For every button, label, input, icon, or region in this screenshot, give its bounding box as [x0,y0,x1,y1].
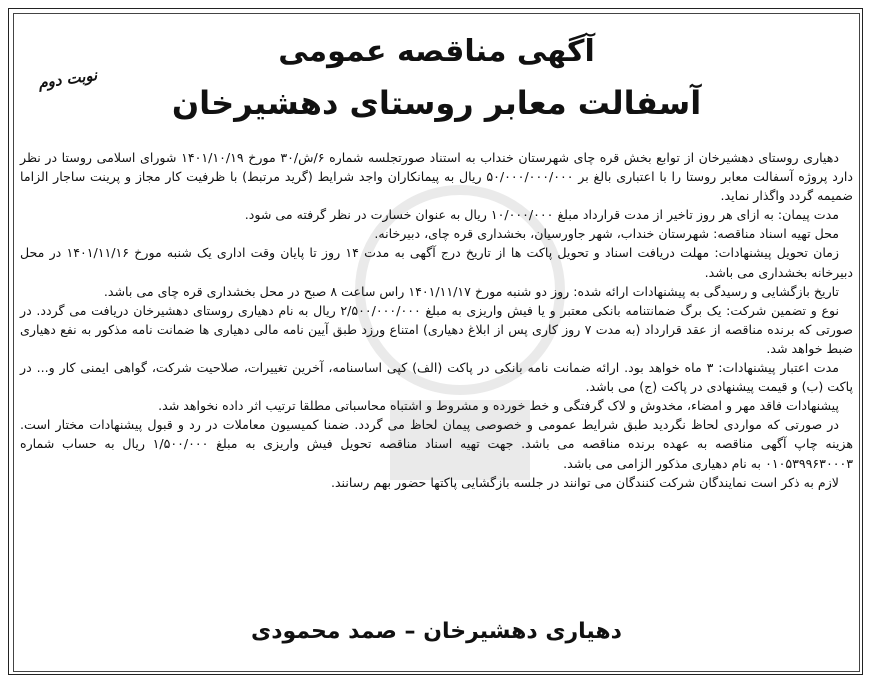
notice-title: آگهی مناقصه عمومی [278,34,595,69]
paragraph-documents-location: محل تهیه اسناد مناقصه: شهرستان خنداب، شهر جاورسیان، بخشداری قره چای، دبیرخانه. [374,226,839,242]
signature: دهیاری دهشیرخان – صمد محمودی [251,619,622,644]
paragraph-guarantee: نوع و تضمین شرکت: یک برگ ضمانتنامه بانکی معتبر و یا فیش واریزی به مبلغ ۲/۵۰۰/۰۰۰/۰۰۰ ریال به نام دهیاری روستای دهشیرخان دریافت می گردد. در صورتی که برنده مناقصه از عقد قرارداد (به مدت ۷ روز کاری پس از ابلاغ دهیاری) امتناع ورزد طبق آیین نامه مالی دهیاری ها ضمانت نامه مذکور به نفع دهیاری ضبط خواهد شد. [20,302,853,356]
notice-subtitle: آسفالت معابر روستای دهشیرخان [171,84,702,122]
paragraph-intro: دهیاری روستای دهشیرخان از توابع بخش قره چای شهرستان خنداب به استناد صورتجلسه شماره ۶/ش/۳۰ مورخ ۱۴۰۱/۱۰/۱۹ شورای اسلامی روستا در نظر دارد پروژه آسفالت معابر روستا را با اعتباری بالغ بر ۵۰/۰۰۰/۰۰۰/۰۰۰ ریال به پیمانکاران واجد شرایط (گرید مرتبط) با ظرفیت کار مجاز و پرینت ساجار الزاما ضمیمه گردد واگذار نماید. [20,150,853,204]
paragraph-contract-period: مدت پیمان: به ازای هر روز تاخیر از مدت قرارداد مبلغ ۱۰/۰۰۰/۰۰۰ ریال به عنوان خسارت در نظر گرفته می شود. [244,207,839,223]
round-label: نوبت دوم [37,65,99,93]
paragraph-submission-time: زمان تحویل پیشنهادات: مهلت دریافت اسناد و تحویل پاکت ها از تاریخ درج آگهی به مدت ۱۴ روز تا پایان وقت اداری یک شنبه مورخ ۱۴۰۱/۱۱/۱۶ در محل دبیرخانه بخشداری می باشد. [20,245,853,280]
paragraph-attendance: لازم به ذکر است نمایندگان شرکت کنندگان می توانند در جلسه بازگشایی پاکتها حضور بهم رسانند. [330,474,839,490]
paragraph-invalid-bids: پیشنهادات فاقد مهر و امضاء، مخدوش و لاک گرفتگی و خط خورده و مشروط و اشتباه محاسباتی مطلقا ترتیب اثر داده نخواهد شد. [158,398,839,414]
notice-body [20,148,853,492]
paragraph-terms: در صورتی که مواردی لحاظ نگردید طبق شرایط عمومی و خصوصی پیمان لحاظ می گردد. ضمنا کمیسیون معاملات در رد و قبول پیشنهادات مختار است. هزینه چاپ آگهی مناقصه به عهده برنده مناقصه می باشد. جهت تهیه اسناد مناقصه تحویل فیش واریزی به مبلغ ۱/۵۰۰/۰۰۰ ریال به حساب شماره ۰۱۰۵۳۹۹۶۳۰۰۰۳ به نام دهیاری مذکور الزامی می باشد. [20,417,853,471]
paragraph-validity: مدت اعتبار پیشنهادات: ۳ ماه خواهد بود. ارائه ضمانت نامه بانکی در پاکت (الف) کپی اساسنامه، آخرین تغییرات، صلاحیت شرکت، گواهی ایمنی کار و... در پاکت (ب) و قیمت پیشنهادی در پاکت (ج) می باشد. [20,360,853,395]
paragraph-opening-date: تاریخ بازگشایی و رسیدگی به پیشنهادات ارائه شده: روز دو شنبه مورخ ۱۴۰۱/۱۱/۱۷ راس ساعت ۸ صبح در محل بخشداری قره چای می باشد. [103,283,839,299]
